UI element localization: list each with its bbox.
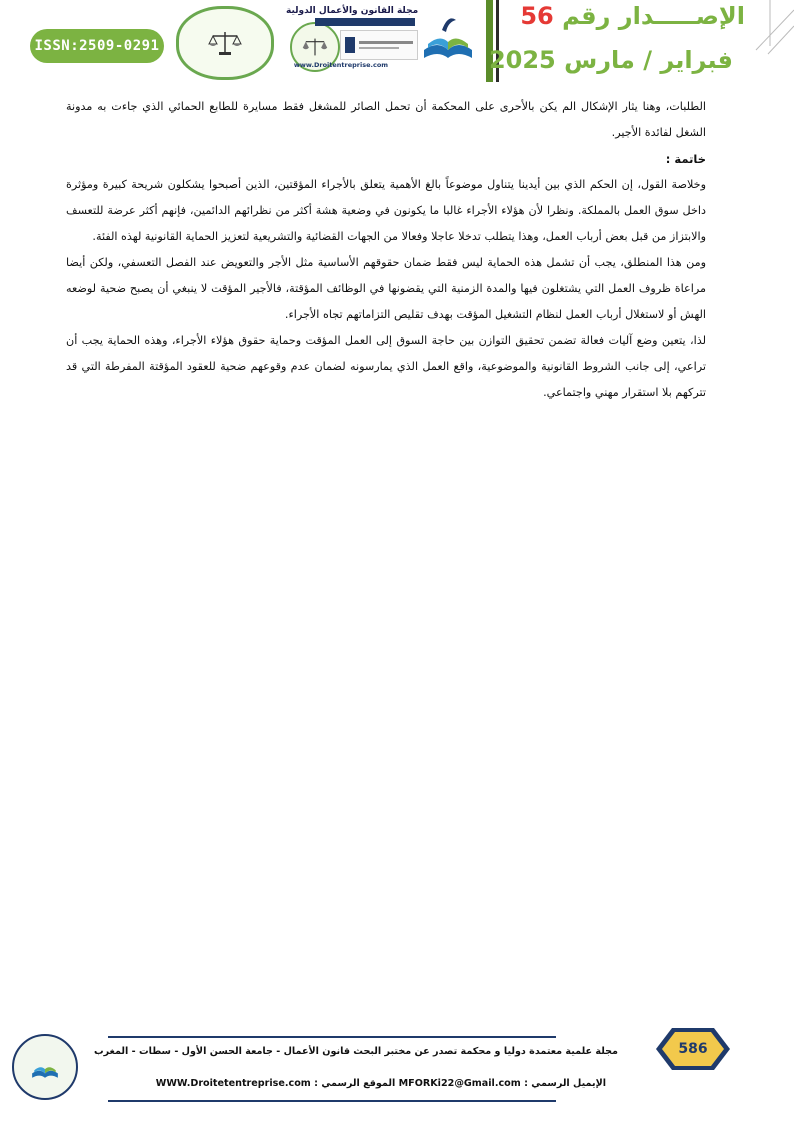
footer-rule-bottom	[108, 1100, 556, 1102]
footer-seal-logo	[12, 1034, 78, 1100]
footer-contact-line: الإيميل الرسمي : MFORKi22@Gmail.com الموقع الرسمي : WWW.Droitetentreprise.com	[155, 1078, 606, 1089]
issn-badge: ISSN:2509-0291	[30, 29, 164, 63]
journal-url[interactable]: www.Droitentreprise.com	[293, 61, 389, 69]
issue-date: فبراير / مارس 2025	[488, 46, 733, 74]
body-paragraph: ومن هذا المنطلق، يجب أن تشمل هذه الحماية ليس فقط ضمان حقوقهم الأساسية مثل الأجر والتعويض عند الفصل التعسفي، ولكن أيضا مراعاة ظروف العمل التي يشتغلون فيها والمدة الزمنية التي يقضونها في الوظائف المؤقتة، فالأجير المؤقت لا ينبغي أن يصبح ضحية لوضعه الهش أو لاستغلال أرباب العمل لنظام التشغيل المؤقت بهدف تقليص التزاماتهم تجاه الأجراء.	[66, 256, 706, 321]
footer-rule-top	[108, 1036, 556, 1038]
issue-label-text: الإصـــــدار رقم	[562, 2, 745, 30]
issue-number-label	[505, 2, 745, 38]
page-number-badge	[654, 1026, 732, 1072]
research-lab-seal-logo	[176, 6, 274, 80]
open-book-logo-icon	[418, 10, 478, 66]
university-logo-box	[340, 30, 418, 60]
body-paragraph: وخلاصة القول، إن الحكم الذي بين أيدينا يتناول موضوعاً بالغ الأهمية يتعلق بالأجراء المؤقتين، الذين أصبحوا يشكلون شريحة كبيرة ومؤثرة داخل سوق العمل بالمملكة. ونظرا لأن هؤلاء الأجراء غالبا ما يكونون في وضعية هشة أكثر من نظرائهم الدائمين، فإنهم أكثر عرضة للتعسف والابتزاز من قبل بعض أرباب العمل، وهذا يتطلب تدخلا عاجلا وفعالا من الجهات القضائية والتشريعية لتعزيز الحماية القانونية لهذه الفئة.	[66, 178, 706, 243]
journal-title: مجلة القانون والأعمال الدولية	[286, 6, 419, 16]
article-body	[66, 94, 706, 406]
issue-number: 56	[520, 2, 554, 30]
scales-of-justice-icon	[302, 37, 328, 57]
scales-of-justice-icon	[208, 30, 242, 56]
journal-title-bar	[315, 18, 415, 26]
body-paragraph: لذا، يتعين وضع آليات فعالة تضمن تحقيق التوازن بين حاجة السوق إلى العمل المؤقت وحماية حقوق هؤلاء الأجراء، وهذه الحماية يجب أن تراعي، إلى جانب الشروط القانونية والموضوعية، واقع العمل الذي يمارسونه لضمان عدم وقوعهم ضحية للعقود المؤقتة المفرطة التي قد تتركهم بلا استقرار مهني واجتماعي.	[66, 334, 706, 399]
corner-decoration	[748, 0, 794, 90]
intro-paragraph: الطلبات، وهنا يثار الإشكال الم يكن بالأحرى على المحكمة أن تحمل الصائر للمشغل فقط مسايرة للطابع الحمائي الذي جاءت به مدونة الشغل لفائدة الأجير.	[66, 100, 706, 139]
conclusion-heading: خاتمة :	[665, 152, 706, 166]
page-number: 586	[678, 1041, 708, 1057]
footer-journal-description: مجلة علمية معتمدة دوليا و محكمة تصدر عن مختبر البحث قانون الأعمال - جامعة الحسن الأول - سطات - المغرب	[93, 1046, 618, 1057]
